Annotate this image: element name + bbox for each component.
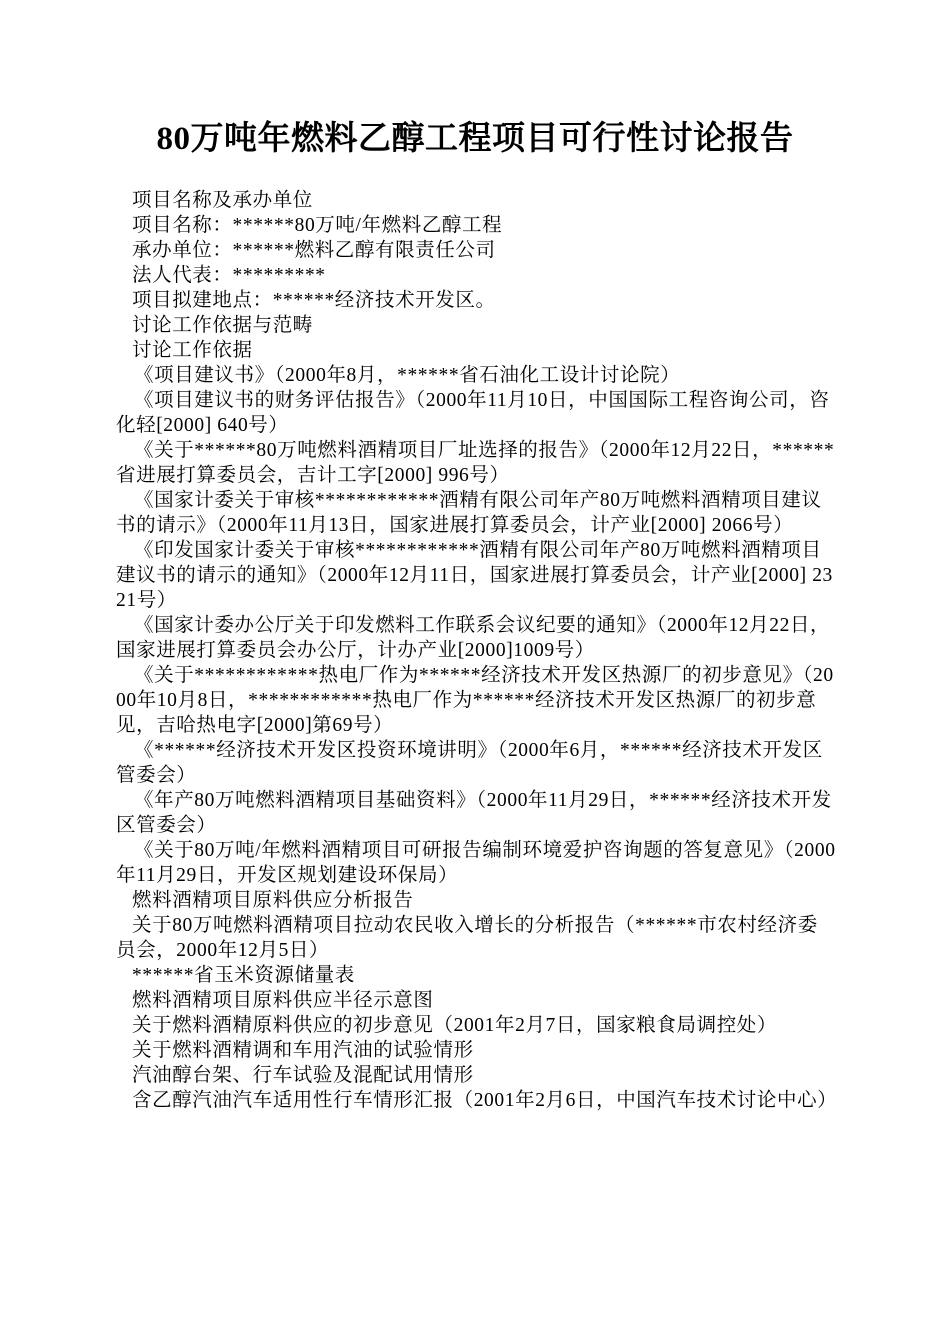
project-name-line: 项目名称：******80万吨/年燃料乙醇工程 <box>132 215 503 236</box>
reference-item: 《关于******80万吨燃料酒精项目厂址选择的报告》（2000年12月22日，******省进展打算委员会，吉计工字[2000] 996号） <box>116 440 835 486</box>
reference-item: 《年产80万吨燃料酒精项目基础资料》（2000年11月29日，******经济技术开发区管委会） <box>116 790 832 836</box>
heading-basis-and-scope: 讨论工作依据与范畴 <box>132 315 313 336</box>
reference-item: 关于燃料酒精调和车用汽油的试验情形 <box>132 1040 474 1061</box>
reference-item: 《项目建议书的财务评估报告》（2000年11月10日，中国国际工程咨询公司，咨化轻[2000] 640号） <box>116 390 830 436</box>
organizer-line: 承办单位：******燃料乙醇有限责任公司 <box>132 240 496 261</box>
reference-item: 《******经济技术开发区投资环境讲明》（2000年6月，******经济技术开发区管委会） <box>116 740 823 786</box>
legal-representative-line: 法人代表：********* <box>132 265 326 286</box>
reference-item: 关于燃料酒精原料供应的初步意见（2001年2月7日，国家粮食局调控处） <box>132 1015 778 1036</box>
reference-item: 《国家计委办公厅关于印发燃料工作联系会议纪要的通知》（2000年12月22日，国家进展打算委员会办公厅，计办产业[2000]1009号） <box>116 615 831 661</box>
reference-item: ******省玉米资源储量表 <box>132 965 355 986</box>
reference-item: 燃料酒精项目原料供应半径示意图 <box>132 990 434 1011</box>
project-location-line: 项目拟建地点：******经济技术开发区。 <box>132 290 496 311</box>
reference-item: 关于80万吨燃料酒精项目拉动农民收入增长的分析报告（******市农村经济委员会，2000年12月5日） <box>116 915 818 961</box>
reference-item: 《关于80万吨/年燃料酒精项目可研报告编制环境爱护咨询题的答复意见》（2000年11月29日，开发区规划建设环保局） <box>116 840 836 886</box>
reference-item: 《项目建议书》（2000年8月，******省石油化工设计讨论院） <box>134 365 681 386</box>
document-title: 80万吨年燃料乙醇工程项目可行性讨论报告 <box>156 121 794 157</box>
reference-item: 《关于************热电厂作为******经济技术开发区热源厂的初步意见》（2000年10月8日，************热电厂作为******经济技术开发区热源厂的初步意见，吉哈热电字[2000]第69号） <box>116 665 834 736</box>
reference-item: 《国家计委关于审核************酒精有限公司年产80万吨燃料酒精项目建议书的请示》（2000年11月13日，国家进展打算委员会，计产业[2000] 2066号） <box>116 490 822 536</box>
heading-project-info: 项目名称及承办单位 <box>132 190 313 211</box>
reference-item: 含乙醇汽油汽车适用性行车情形汇报（2001年2月6日，中国汽车技术讨论中心） <box>132 1090 838 1111</box>
reference-item: 燃料酒精项目原料供应分析报告 <box>132 890 414 911</box>
heading-basis: 讨论工作依据 <box>132 340 253 361</box>
reference-item: 汽油醇台架、行车试验及混配试用情形 <box>132 1065 474 1086</box>
document-body <box>116 188 836 1113</box>
reference-item: 《印发国家计委关于审核************酒精有限公司年产80万吨燃料酒精项目建议书的请示的通知》（2000年12月11日，国家进展打算委员会，计产业[2000] 2321号） <box>116 540 833 611</box>
